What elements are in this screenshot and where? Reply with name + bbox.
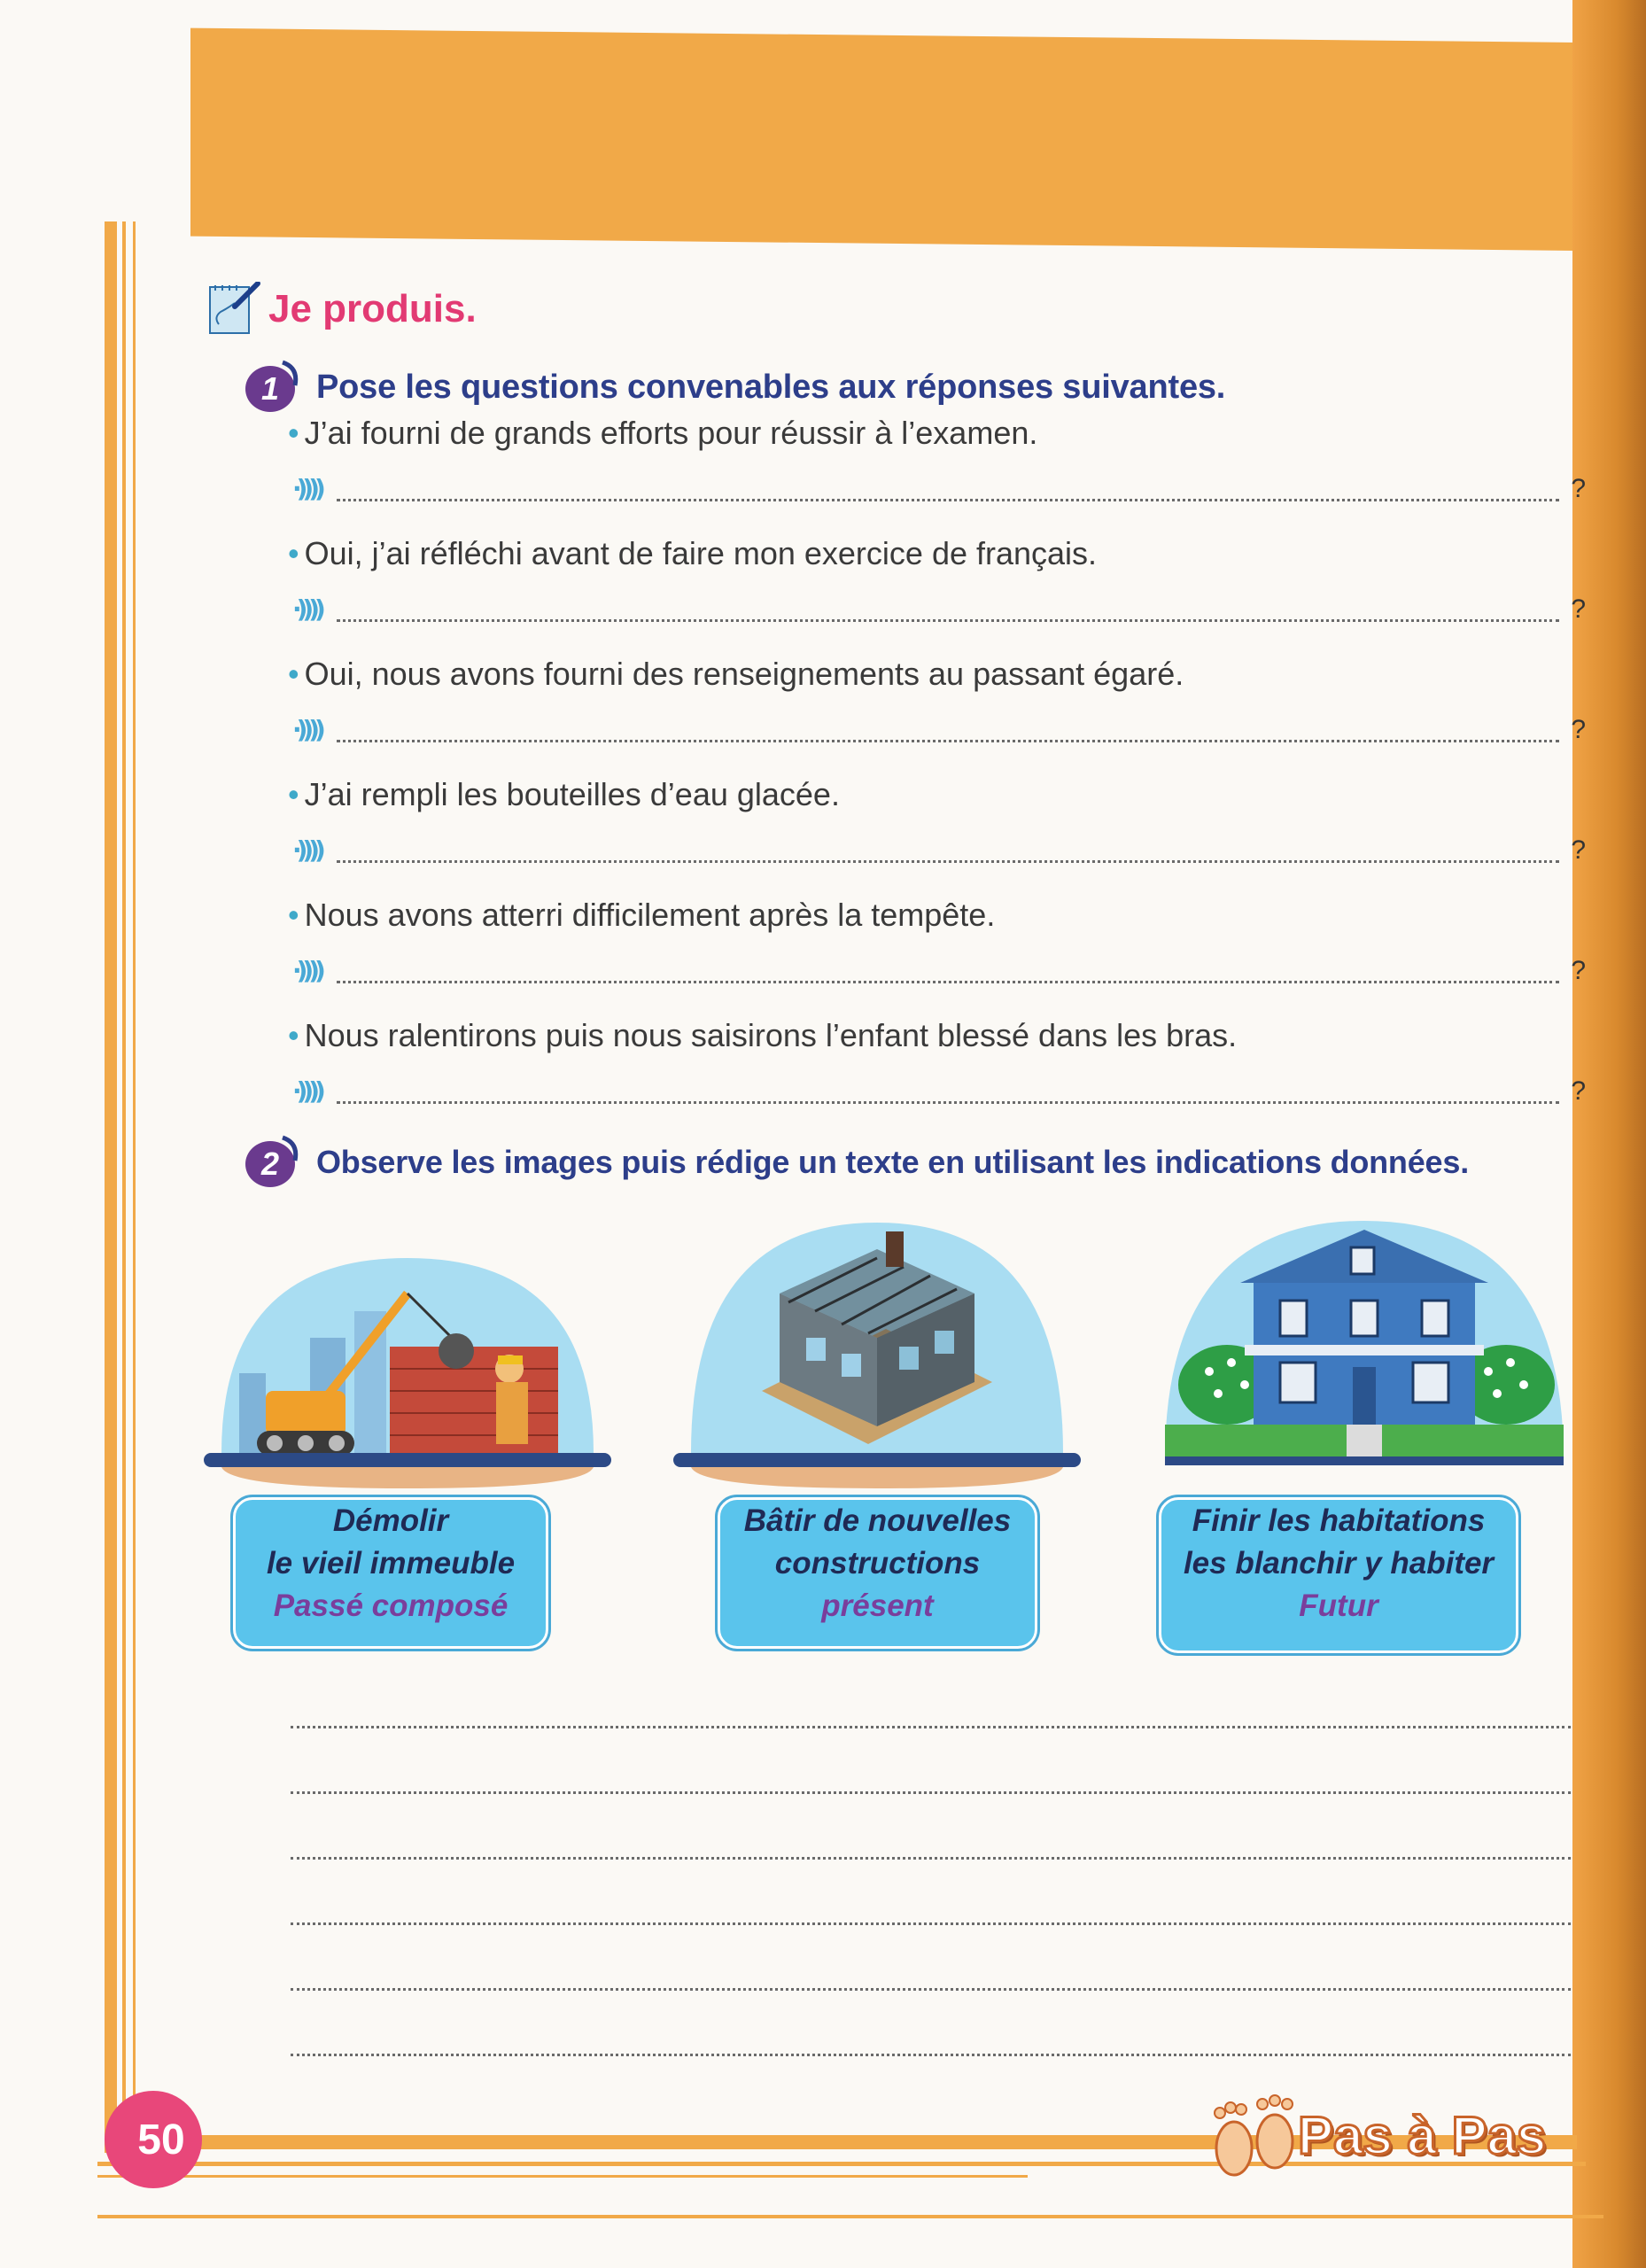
caption-tense: présent (821, 1588, 934, 1623)
exercise-number-badge (244, 359, 300, 416)
question-mark: ? (1571, 474, 1586, 503)
question-mark: ? (1571, 1076, 1586, 1106)
caption-verb: Bâtir de nouvelles (743, 1503, 1012, 1538)
writing-line[interactable] (291, 1726, 1571, 1728)
caption-object: le vieil immeuble (266, 1546, 516, 1581)
exercise-1-heading (244, 359, 1225, 416)
arrow-icon: ·)))) (292, 835, 321, 865)
question-answer-line[interactable] (292, 474, 1586, 509)
writing-line[interactable] (291, 1857, 1571, 1860)
footprints-icon (1200, 2086, 1307, 2184)
answer-item: • Nous avons atterri difficilement après la tempête. (288, 897, 996, 933)
question-mark: ? (1571, 835, 1586, 865)
exercise-1-instruction: Pose les questions convenables aux réponses suivantes. (316, 368, 1226, 406)
caption-tense: Passé composé (273, 1588, 509, 1623)
answer-item: • Oui, j’ai réfléchi avant de faire mon exercice de français. (288, 535, 1098, 571)
answer-item: • J’ai rempli les bouteilles d’eau glacée. (288, 776, 840, 812)
item-text: Nous ralentirons puis nous saisirons l’enfant blessé dans les bras. (304, 1017, 1238, 1053)
caption-card-3 (1159, 1497, 1518, 1653)
writing-line[interactable] (291, 2054, 1571, 2056)
caption-card-1 (233, 1497, 548, 1649)
answer-item: • Oui, nous avons fourni des renseignements au passant égaré. (288, 656, 1184, 692)
exercise-2-instruction: Observe les images puis rédige un texte en utilisant les indications données. (316, 1144, 1469, 1180)
demolition-worker-illustration (204, 1240, 611, 1488)
caption-tense: Futur (1299, 1588, 1378, 1623)
publisher-logo (1200, 2086, 1546, 2184)
section-title: Je produis. (268, 287, 477, 330)
question-answer-line[interactable] (292, 715, 1586, 750)
bottom-border-bar (97, 2215, 1603, 2218)
left-border-bar (122, 221, 126, 2153)
page-number-badge (105, 2091, 202, 2188)
arrow-icon: ·)))) (292, 1076, 321, 1106)
question-answer-line[interactable] (292, 1076, 1586, 1112)
item-text: Oui, j’ai réfléchi avant de faire mon exercice de français. (304, 535, 1098, 571)
caption-card-2 (718, 1497, 1037, 1649)
top-orange-band (190, 28, 1608, 252)
item-text: Oui, nous avons fourni des renseignements au passant égaré. (304, 656, 1184, 692)
bottom-border-bar (97, 2175, 1028, 2178)
item-text: J’ai rempli les bouteilles d’eau glacée. (304, 776, 840, 812)
section-header (208, 282, 477, 337)
finished-blue-house-illustration (1156, 1212, 1572, 1488)
svg-text:2: 2 (260, 1146, 280, 1182)
notepad-pen-icon (208, 282, 261, 337)
logo-text: Pas à Pas (1298, 2105, 1547, 2165)
item-text: Nous avons atterri difficilement après la tempête. (304, 897, 996, 933)
writing-line[interactable] (291, 1988, 1571, 1991)
arrow-icon: ·)))) (292, 956, 321, 985)
page-number: 50 (137, 2116, 185, 2163)
caption-object: constructions (774, 1546, 981, 1581)
building-under-construction-illustration (673, 1214, 1081, 1488)
arrow-icon: ·)))) (292, 715, 321, 744)
arrow-icon: ·)))) (292, 594, 321, 624)
exercise-2-heading (244, 1134, 1469, 1191)
caption-verb: Finir les habitations (1192, 1503, 1486, 1538)
question-answer-line[interactable] (292, 594, 1586, 630)
answer-item: • J’ai fourni de grands efforts pour réussir à l’examen. (288, 415, 1038, 451)
writing-line[interactable] (291, 1791, 1571, 1794)
left-border-bar (133, 221, 136, 2153)
question-mark: ? (1571, 715, 1586, 744)
question-answer-line[interactable] (292, 835, 1586, 871)
caption-verb: Démolir (332, 1503, 449, 1538)
exercise-number-badge (244, 1134, 300, 1191)
question-mark: ? (1571, 956, 1586, 985)
arrow-icon: ·)))) (292, 474, 321, 503)
question-mark: ? (1571, 594, 1586, 624)
svg-text:1: 1 (260, 370, 280, 407)
page-edge-strip (1572, 0, 1646, 2268)
writing-line[interactable] (291, 1922, 1571, 1925)
left-border-bar (105, 221, 117, 2153)
question-answer-line[interactable] (292, 956, 1586, 991)
item-text: J’ai fourni de grands efforts pour réussir à l’examen. (304, 415, 1038, 451)
answer-item: • Nous ralentirons puis nous saisirons l’enfant blessé dans les bras. (288, 1017, 1238, 1053)
caption-object: les blanchir y habiter (1183, 1546, 1495, 1581)
